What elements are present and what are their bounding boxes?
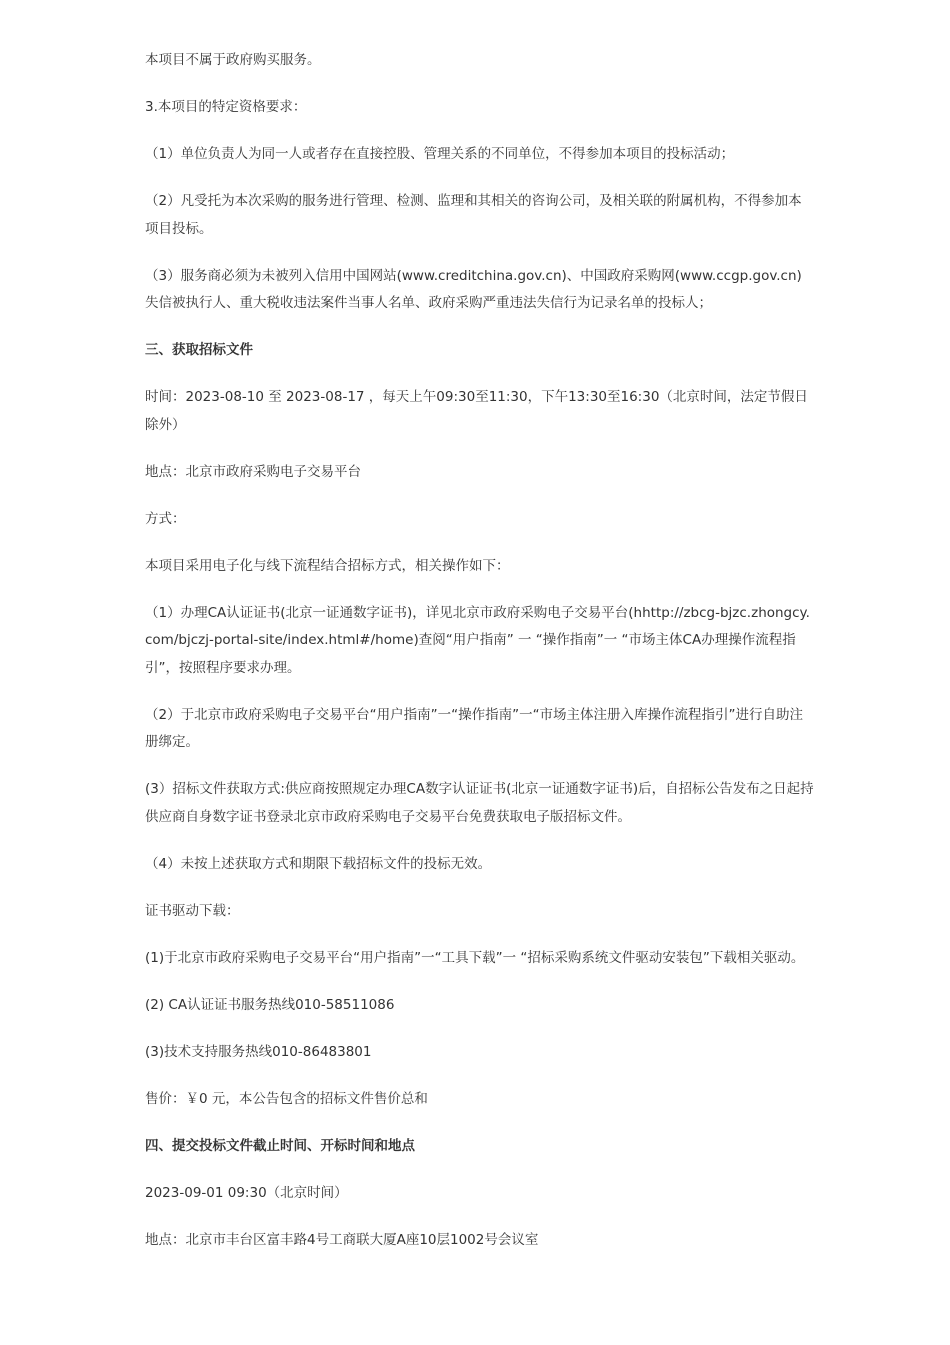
paragraph-method-step-1: （1）办理CA认证证书(北京一证通数字证书)，详见北京市政府采购电子交易平台(hhttp://zbcg-bjzc.zhongcy.com/bjczj-portal-site/index.html#/home)查阅“用户指南” 一 “操作指南”一 “市场主体CA办理操作流程指引”，按照程序要求办理。: [145, 604, 810, 676]
paragraph-service-type: 本项目不属于政府购买服务。: [145, 52, 321, 68]
paragraph-opening-location: 地点：北京市丰台区富丰路4号工商联大厦A座10层1002号会议室: [145, 1231, 539, 1248]
paragraph-obtain-method: 方式：: [145, 510, 186, 527]
paragraph-driver-download-1: (1)于北京市政府采购电子交易平台“用户指南”一“工具下载”一 “招标采购系统文件驱动安装包”下载相关驱动。: [145, 949, 805, 966]
section-heading-obtain-documents: 三、获取招标文件: [145, 342, 253, 358]
paragraph-method-intro: 本项目采用电子化与线下流程结合招标方式，相关操作如下：: [145, 557, 510, 574]
paragraph-method-step-2: （2）于北京市政府采购电子交易平台“用户指南”一“操作指南”一“市场主体注册入库操作流程指引”进行自助注册绑定。: [145, 706, 804, 750]
paragraph-driver-download-title: 证书驱动下载：: [145, 902, 240, 919]
document-body: [145, 47, 815, 1274]
paragraph-qualification-2: （2）凡受托为本次采购的服务进行管理、检测、监理和其相关的咨询公司，及相关联的附属机构，不得参加本项目投标。: [145, 193, 802, 237]
paragraph-qualification-title: 3.本项目的特定资格要求：: [145, 99, 307, 115]
paragraph-deadline-time: 2023-09-01 09:30（北京时间）: [145, 1184, 348, 1201]
paragraph-obtain-location: 地点：北京市政府采购电子交易平台: [145, 463, 361, 480]
paragraph-tech-hotline: (3)技术支持服务热线010-86483801: [145, 1043, 372, 1060]
paragraph-price: 售价：￥0 元，本公告包含的招标文件售价总和: [145, 1090, 428, 1107]
paragraph-method-step-3: (3）招标文件获取方式:供应商按照规定办理CA数字认证证书(北京一证通数字证书)后，自招标公告发布之日起持供应商自身数字证书登录北京市政府采购电子交易平台免费获取电子版招标文件。: [145, 781, 814, 825]
paragraph-qualification-1: （1）单位负责人为同一人或者存在直接控股、管理关系的不同单位，不得参加本项目的投标活动；: [145, 146, 735, 162]
paragraph-qualification-3: （3）服务商必须为未被列入信用中国网站(www.creditchina.gov.cn)、中国政府采购网(www.ccgp.gov.cn)失信被执行人、重大税收违法案件当事人名单、政府采购严重违法失信行为记录名单的投标人；: [145, 267, 802, 311]
paragraph-method-step-4: （4）未按上述获取方式和期限下载招标文件的投标无效。: [145, 855, 492, 872]
paragraph-ca-hotline: (2) CA认证证书服务热线010-58511086: [145, 996, 395, 1013]
section-heading-submission-deadline: 四、提交投标文件截止时间、开标时间和地点: [145, 1137, 415, 1154]
paragraph-obtain-time: 时间：2023-08-10 至 2023-08-17 ，每天上午09:30至11:30，下午13:30至16:30（北京时间，法定节假日除外）: [145, 389, 808, 433]
